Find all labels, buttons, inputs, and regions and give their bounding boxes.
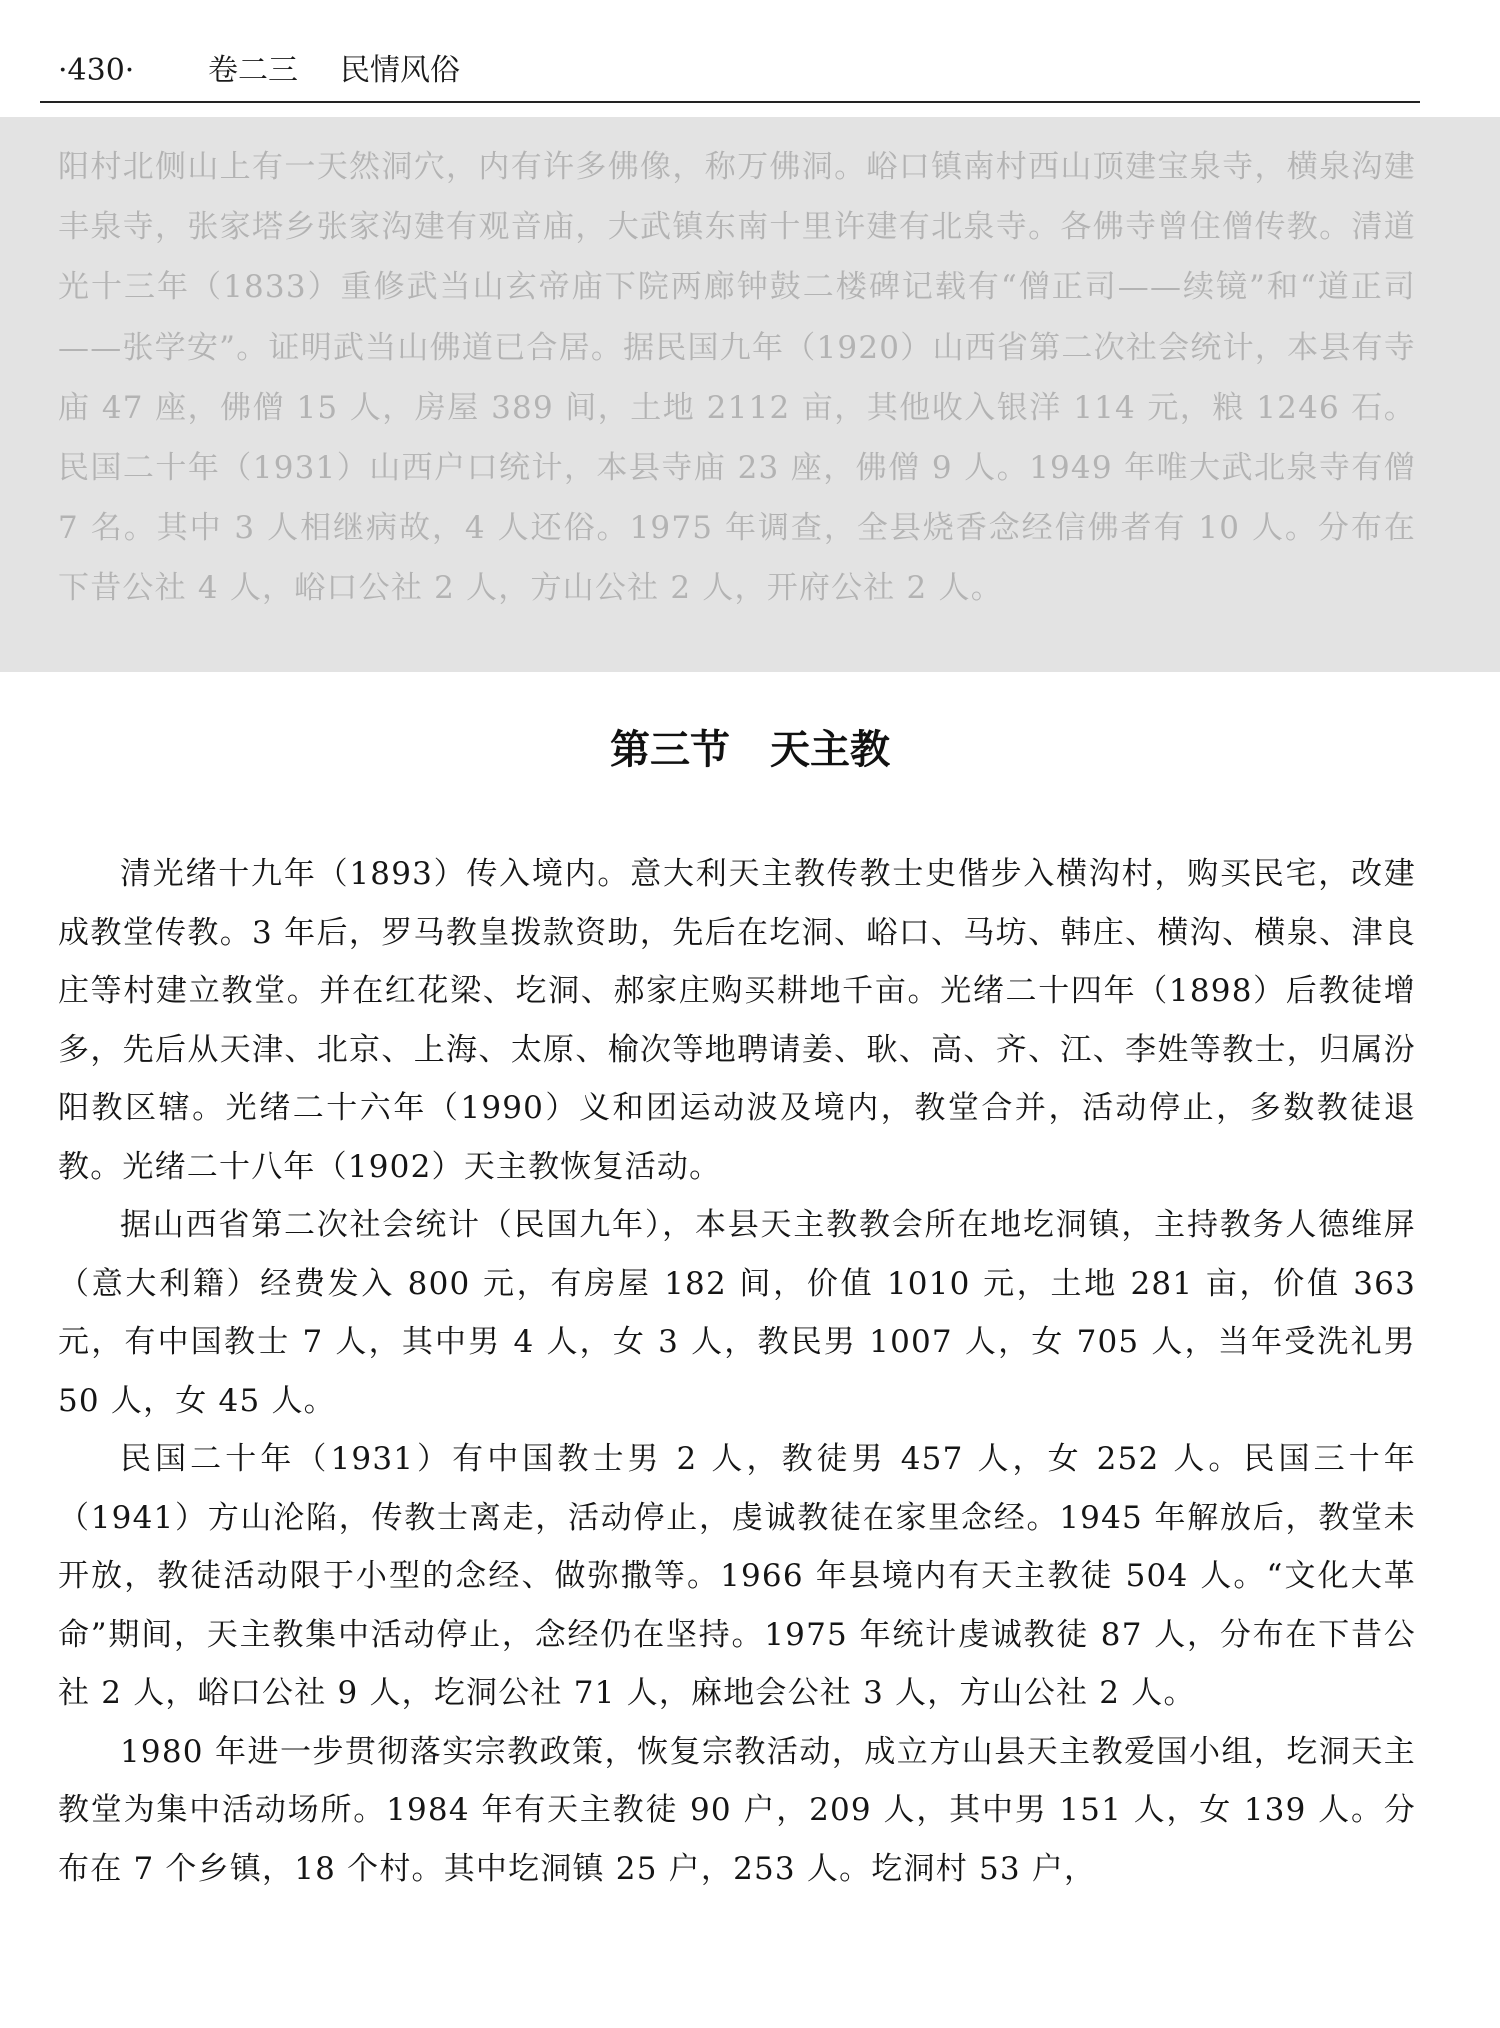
previous-section-block bbox=[0, 117, 1500, 672]
section-body bbox=[58, 845, 1416, 1898]
paragraph-1: 清光绪十九年（1893）传入境内。意大利天主教传教士史偕步入横沟村，购买民宅，改建成教堂传教。3 年后，罗马教皇拨款资助，先后在圪洞、峪口、马坊、韩庄、横沟、横泉、津良庄等村建立教堂。并在红花梁、圪洞、郝家庄购买耕地千亩。光绪二十四年（1898）后教徒增多，先后从天津、北京、上海、太原、榆次等地聘请姜、耿、高、齐、江、李姓等教士，归属汾阳教区辖。光绪二十六年（1990）义和团运动波及境内，教堂合并，活动停止，多数教徒退教。光绪二十八年（1902）天主教恢复活动。 bbox=[58, 856, 1416, 1185]
paragraph-4: 1980 年进一步贯彻落实宗教政策，恢复宗教活动，成立方山县天主教爱国小组，圪洞天主教堂为集中活动场所。1984 年有天主教徒 90 户，209 人，其中男 151 人，女 139 人。分布在 7 个乡镇，18 个村。其中圪洞镇 25 户，253 人。圪洞村 53 户， bbox=[58, 1733, 1416, 1887]
volume-label: 卷二三 bbox=[208, 53, 298, 88]
page-number: ·430· bbox=[58, 53, 135, 88]
chapter-label: 民情风俗 bbox=[340, 53, 460, 88]
previous-section-paragraph: 阳村北侧山上有一天然洞穴，内有许多佛像，称万佛洞。峪口镇南村西山顶建宝泉寺，横泉沟建丰泉寺，张家塔乡张家沟建有观音庙，大武镇东南十里许建有北泉寺。各佛寺曾住僧传教。清道光十三年（1833）重修武当山玄帝庙下院两廊钟鼓二楼碑记载有“僧正司——续镜”和“道正司——张学安”。证明武当山佛道已合居。据民国九年（1920）山西省第二次社会统计，本县有寺庙 47 座，佛僧 15 人，房屋 389 间，土地 2112 亩，其他收入银洋 114 元，粮 1246 石。民国二十年（1931）山西户口统计，本县寺庙 23 座，佛僧 9 人。1949 年唯大武北泉寺有僧 7 名。其中 3 人相继病故，4 人还俗。1975 年调查，全县烧香念经信佛者有 10 人。分布在下昔公社 4 人，峪口公社 2 人，方山公社 2 人，开府公社 2 人。 bbox=[58, 149, 1416, 607]
header-rule bbox=[40, 101, 1420, 103]
running-header bbox=[58, 46, 1416, 96]
paragraph-2: 据山西省第二次社会统计（民国九年），本县天主教教会所在地圪洞镇，主持教务人德维屏（意大利籍）经费发入 800 元，有房屋 182 间，价值 1010 元，土地 281 亩，价值 363 元，有中国教士 7 人，其中男 4 人，女 3 人，教民男 1007 人，女 705 人，当年受洗礼男 50 人，女 45 人。 bbox=[58, 1207, 1416, 1419]
paragraph-3: 民国二十年（1931）有中国教士男 2 人，教徒男 457 人，女 252 人。民国三十年（1941）方山沦陷，传教士离走，活动停止，虔诚教徒在家里念经。1945 年解放后，教堂未开放，教徒活动限于小型的念经、做弥撒等。1966 年县境内有天主教徒 504 人。“文化大革命”期间，天主教集中活动停止，念经仍在坚持。1975 年统计虔诚教徒 87 人，分布在下昔公社 2 人，峪口公社 9 人，圪洞公社 71 人，麻地会公社 3 人，方山公社 2 人。 bbox=[58, 1441, 1416, 1711]
section-title: 第三节 天主教 bbox=[610, 727, 890, 773]
